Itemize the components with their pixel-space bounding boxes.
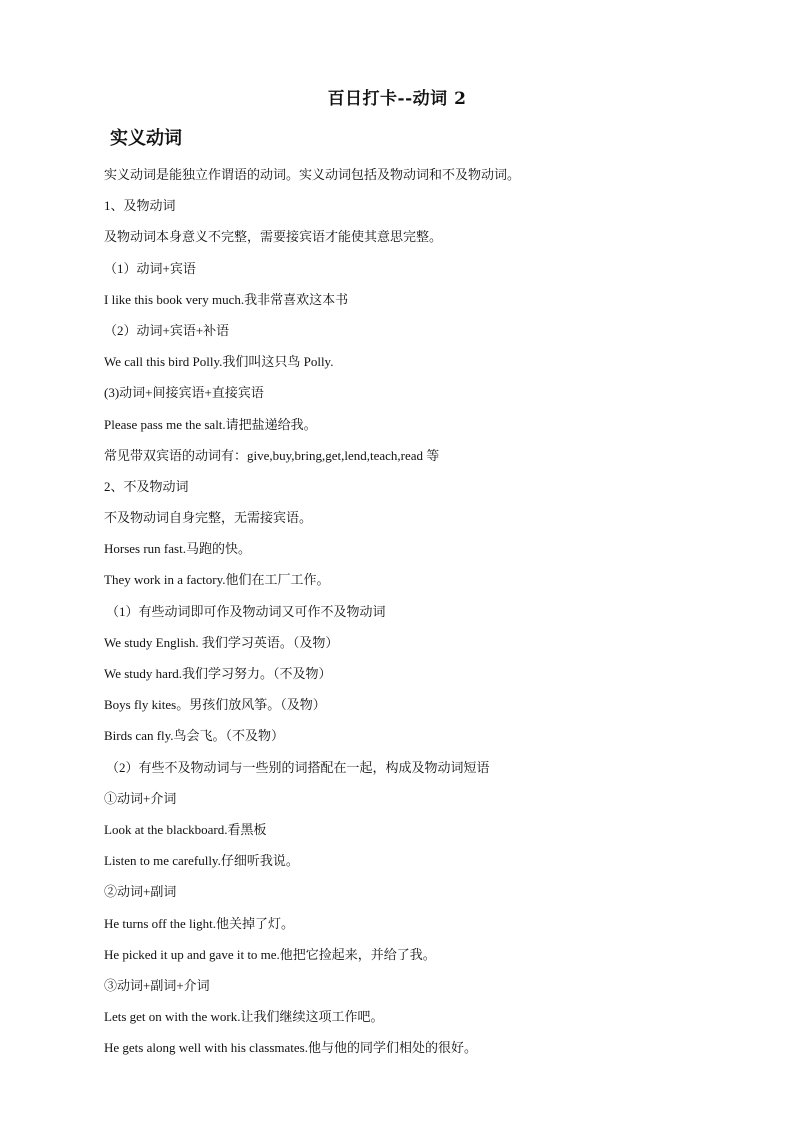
- text-line: 1、及物动词: [104, 198, 176, 214]
- text-line: He turns off the light.他关掉了灯。: [104, 915, 295, 931]
- text-line: He picked it up and gave it to me.他把它捡起来，并给了我。: [104, 946, 436, 962]
- text-line: I like this book very much.我非常喜欢这本书: [104, 291, 349, 307]
- text-line: （1）动词+宾语: [104, 260, 196, 276]
- text-line: Please pass me the salt.请把盐递给我。: [104, 416, 317, 432]
- text-line: We study hard.我们学习努力。（不及物）: [104, 666, 332, 681]
- text-line: 2、不及物动词: [104, 478, 189, 494]
- text-line: 实义动词是能独立作谓语的动词。实义动词包括及物动词和不及物动词。: [104, 167, 521, 182]
- text-line: Birds can fly.鸟会飞。（不及物）: [104, 728, 285, 744]
- text-line: We study English. 我们学习英语。（及物）: [104, 634, 339, 650]
- text-line: （1）有些动词即可作及物动词又可作不及物动词: [106, 603, 386, 619]
- text-line: (3)动词+间接宾语+直接宾语: [104, 385, 264, 401]
- text-line: （2）动词+宾语+补语: [104, 322, 230, 338]
- text-line: 不及物动词自身完整，无需接宾语。: [104, 510, 313, 526]
- section-heading: 实义动词: [110, 128, 182, 149]
- text-line: We call this bird Polly.我们叫这只鸟 Polly.: [104, 354, 334, 370]
- text-line: Horses run fast.马跑的快。: [104, 541, 251, 557]
- content-lines: [104, 163, 764, 1067]
- document-title: 百日打卡--动词 2: [327, 89, 467, 109]
- text-line: ①动词+介词: [104, 790, 177, 806]
- text-line: They work in a factory.他们在工厂工作。: [104, 572, 330, 588]
- text-line: （2）有些不及物动词与一些别的词搭配在一起，构成及物动词短语: [106, 759, 490, 775]
- text-line: Boys fly kites。男孩们放风筝。（及物）: [104, 697, 326, 713]
- text-line: He gets along well with his classmates.他与他的同学们相处的很好。: [104, 1040, 477, 1056]
- text-line: Look at the blackboard.看黑板: [104, 821, 267, 837]
- text-line: 常见带双宾语的动词有：give,buy,bring,get,lend,teach,read 等: [104, 447, 440, 463]
- text-line: 及物动词本身意义不完整，需要接宾语才能使其意思完整。: [104, 229, 443, 245]
- text-line: ③动词+副词+介词: [104, 977, 210, 993]
- text-line: Listen to me carefully.仔细听我说。: [104, 853, 299, 869]
- text-line: ②动词+副词: [104, 884, 177, 900]
- text-line: Lets get on with the work.让我们继续这项工作吧。: [104, 1009, 384, 1025]
